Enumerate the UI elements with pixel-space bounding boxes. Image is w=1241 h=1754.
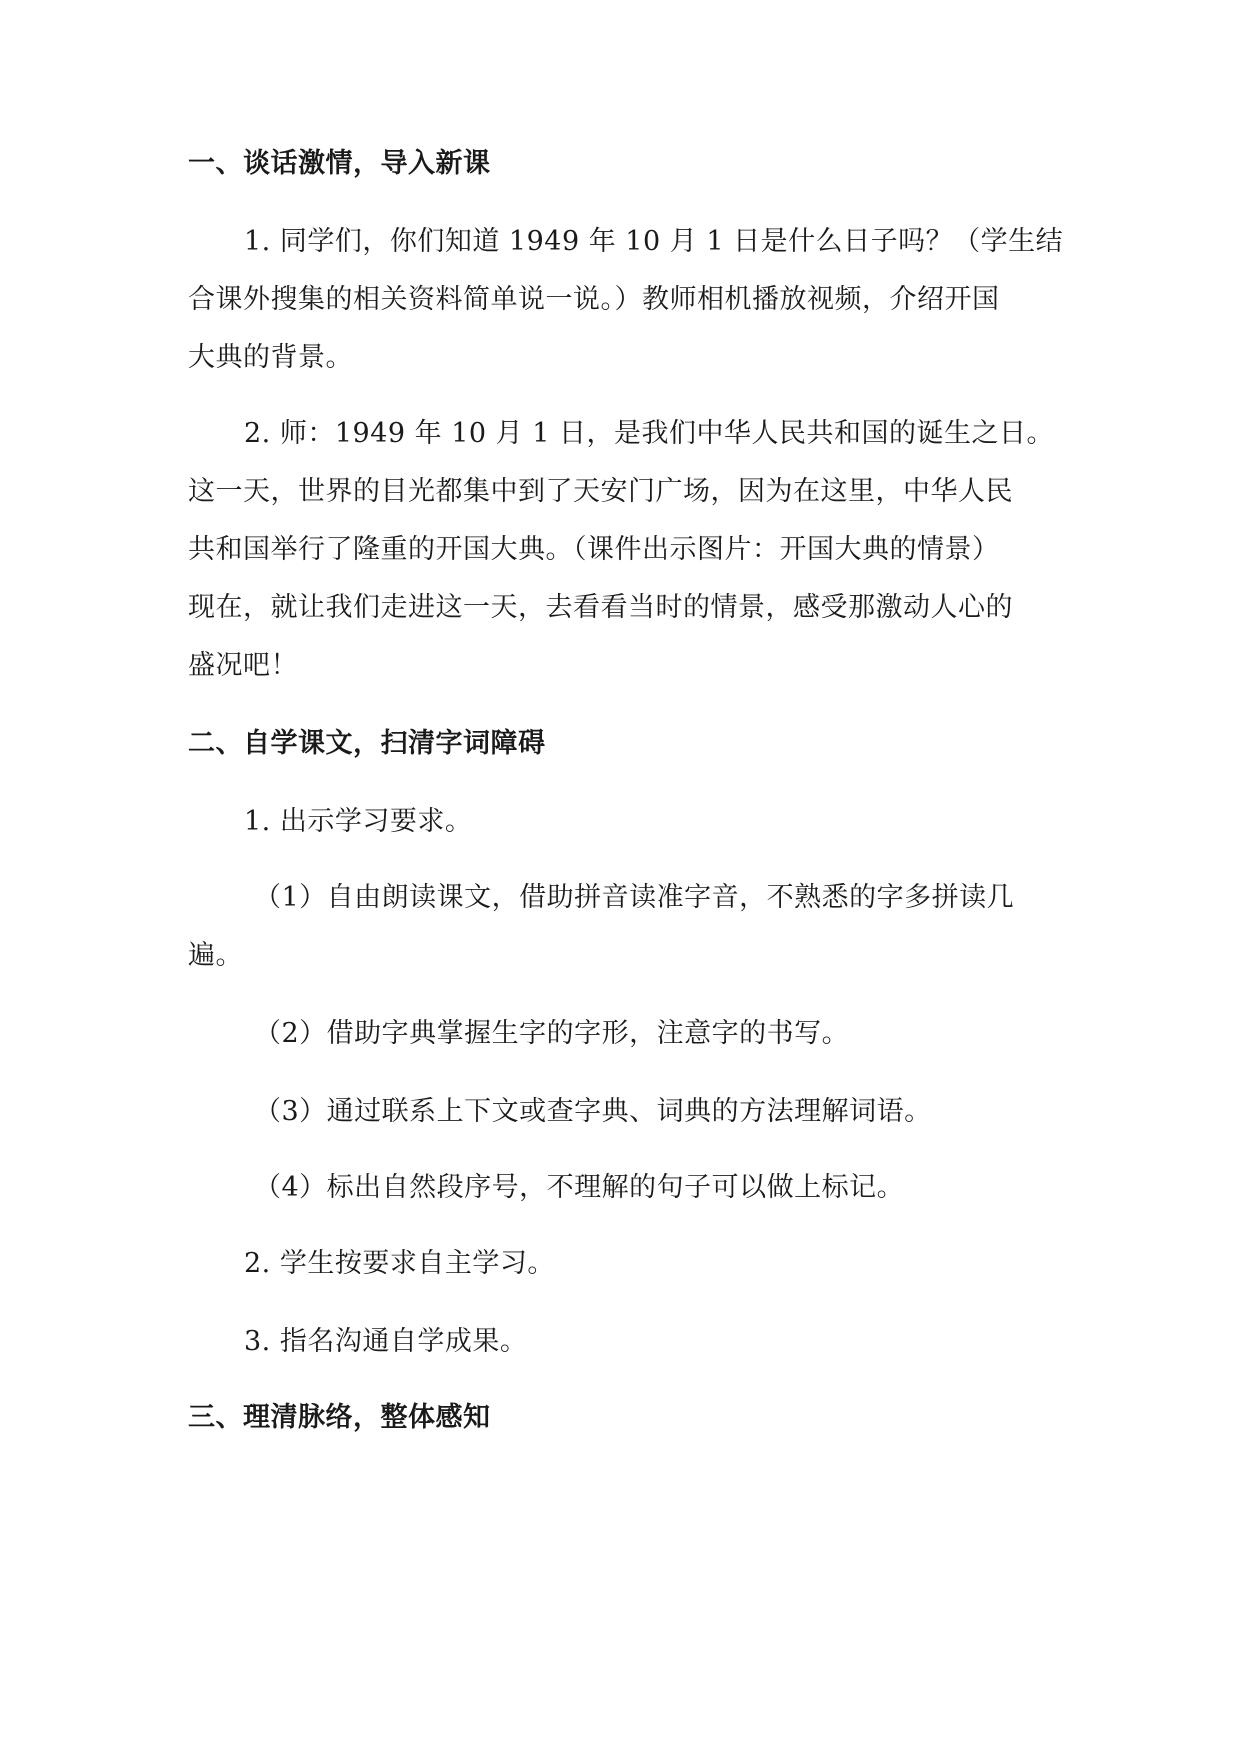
paragraph-line: （2）借助字典掌握生字的字形，注意字的书写。 — [254, 1018, 850, 1049]
paragraph-line: 1. 出示学习要求。 — [244, 806, 473, 837]
paragraph-line: 这一天，世界的目光都集中到了天安门广场，因为在这里，中华人民 — [188, 476, 1013, 507]
paragraph-line: （4）标出自然段序号，不理解的句子可以做上标记。 — [254, 1172, 905, 1203]
paragraph-line: （1）自由朗读课文，借助拼音读准字音，不熟悉的字多拼读几 — [254, 882, 1015, 913]
paragraph-line: 遍。 — [188, 940, 243, 971]
paragraph-line: 1. 同学们，你们知道 1949 年 10 月 1 日是什么日子吗？（学生结 — [244, 226, 1064, 257]
paragraph-line: 合课外搜集的相关资料简单说一说。）教师相机播放视频，介绍开国 — [188, 284, 1000, 315]
paragraph-line: 3. 指名沟通自学成果。 — [244, 1326, 528, 1357]
paragraph-line: 现在，就让我们走进这一天，去看看当时的情景，感受那激动人心的 — [188, 592, 1013, 623]
section-heading-1: 一、谈话激情，导入新课 — [188, 148, 491, 179]
section-heading-3: 三、理清脉络，整体感知 — [188, 1402, 491, 1433]
paragraph-line: 2. 师：1949 年 10 月 1 日，是我们中华人民共和国的诞生之日。 — [244, 418, 1055, 449]
paragraph-line: 2. 学生按要求自主学习。 — [244, 1248, 555, 1279]
section-heading-2: 二、自学课文，扫清字词障碍 — [188, 728, 546, 759]
paragraph-line: 盛况吧！ — [188, 650, 298, 681]
paragraph-line: 大典的背景。 — [188, 342, 353, 373]
paragraph-line: （3）通过联系上下文或查字典、词典的方法理解词语。 — [254, 1096, 932, 1127]
paragraph-line: 共和国举行了隆重的开国大典。（课件出示图片：开国大典的情景） — [188, 534, 1000, 565]
